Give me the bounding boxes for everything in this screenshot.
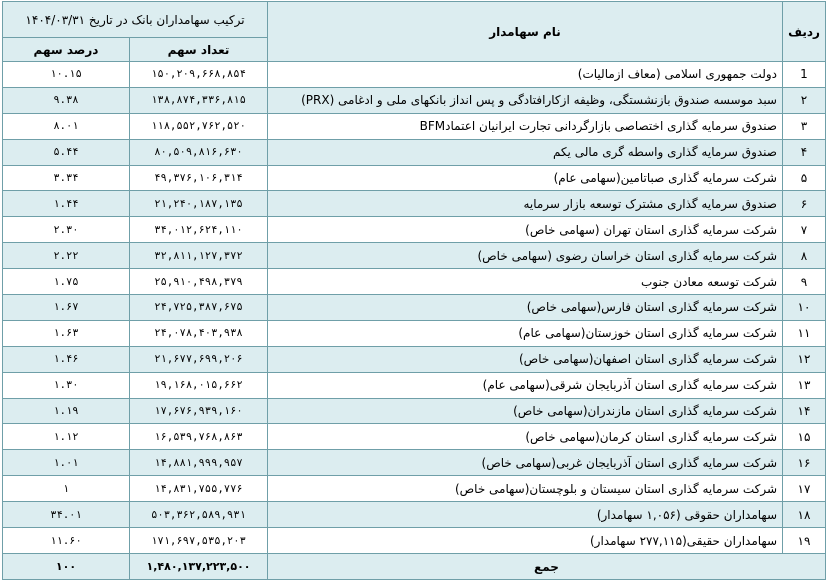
table-row: [3, 62, 826, 88]
share-count: ۱۷,۶۷۶,۹۳۹,۱۶۰: [130, 398, 268, 424]
shareholder-name: سبد موسسه صندوق بازنشستگی، وظیفه ازکارافتادگی و پس انداز بانکهای ملی و ادغامی (PRX): [268, 87, 783, 113]
table-row: [3, 372, 826, 398]
shareholder-name: شرکت سرمایه گذاری استان فارس(سهامی خاص): [268, 295, 783, 321]
share-count: ۱۱۸,۵۵۲,۷۶۲,۵۲۰: [130, 113, 268, 139]
shareholder-name: شرکت سرمایه گذاری استان سیستان و بلوچستان(سهامی خاص): [268, 476, 783, 502]
row-number: ۱۰: [783, 295, 826, 321]
row-number: ۱۹: [783, 528, 826, 554]
row-number: ۵: [783, 165, 826, 191]
row-number: ۶: [783, 191, 826, 217]
shareholder-name: دولت جمهوری اسلامی (معاف ازمالیات): [268, 62, 783, 88]
row-number: ۱۸: [783, 502, 826, 528]
shareholder-name: سهامداران حقوقی (۱,۰۵۶ سهامدار): [268, 502, 783, 528]
shareholder-name: شرکت سرمایه گذاری استان تهران (سهامی خاص): [268, 217, 783, 243]
share-percent-header: درصد سهم: [3, 38, 130, 62]
share-percent: ۳۴.۰۱: [3, 502, 130, 528]
row-number: ۱۱: [783, 320, 826, 346]
table-row: [3, 320, 826, 346]
shareholder-name: سهامداران حقیقی(۲۷۷,۱۱۵ سهامدار): [268, 528, 783, 554]
table-row: [3, 269, 826, 295]
table-row: [3, 243, 826, 269]
shareholder-name: شرکت سرمایه گذاری صباتامین(سهامی عام): [268, 165, 783, 191]
share-percent: ۲.۳۰: [3, 217, 130, 243]
table-row: [3, 502, 826, 528]
share-count: ۳۲,۸۱۱,۱۲۷,۳۷۲: [130, 243, 268, 269]
shareholder-name: صندوق سرمایه گذاری مشترک توسعه بازار سرمایه: [268, 191, 783, 217]
share-count: ۱۴,۸۸۱,۹۹۹,۹۵۷: [130, 450, 268, 476]
shareholder-name: شرکت سرمایه گذاری استان آذربایجان غربی(سهامی خاص): [268, 450, 783, 476]
share-count: ۱۴,۸۳۱,۷۵۵,۷۷۶: [130, 476, 268, 502]
row-number: ۳: [783, 113, 826, 139]
share-count: ۱۵۰,۲۰۹,۶۶۸,۸۵۴: [130, 62, 268, 88]
share-count: ۳۴,۰۱۲,۶۲۴,۱۱۰: [130, 217, 268, 243]
row-number: ۱۳: [783, 372, 826, 398]
shareholder-name: شرکت سرمایه گذاری استان مازندران(سهامی خاص): [268, 398, 783, 424]
share-count: ۴۹,۳۷۶,۱۰۶,۳۱۴: [130, 165, 268, 191]
row-number: ۱۷: [783, 476, 826, 502]
share-percent: ۲.۲۲: [3, 243, 130, 269]
table-row: [3, 476, 826, 502]
share-count: ۲۴,۷۲۵,۳۸۷,۶۷۵: [130, 295, 268, 321]
shareholder-name: شرکت سرمایه گذاری استان کرمان(سهامی خاص): [268, 424, 783, 450]
share-percent: ۱.۱۹: [3, 398, 130, 424]
share-percent: ۱.۳۰: [3, 372, 130, 398]
row-number: ۱۶: [783, 450, 826, 476]
row-number: ۹: [783, 269, 826, 295]
share-percent: ۱.۶۷: [3, 295, 130, 321]
total-row: [3, 554, 826, 580]
total-share-percent: ۱۰۰: [3, 554, 130, 580]
share-percent: ۱.۴۴: [3, 191, 130, 217]
share-percent: ۱۰.۱۵: [3, 62, 130, 88]
total-label: جمع: [268, 554, 826, 580]
share-count: ۲۱,۲۴۰,۱۸۷,۱۳۵: [130, 191, 268, 217]
row-number: ۲: [783, 87, 826, 113]
share-count: ۲۱,۶۷۷,۶۹۹,۲۰۶: [130, 346, 268, 372]
shareholder-name: صندوق سرمایه گذاری اختصاصی بازارگردانی تجارت ایرانیان اعتمادBFM: [268, 113, 783, 139]
table-row: [3, 165, 826, 191]
share-percent: ۸.۰۱: [3, 113, 130, 139]
table-row: [3, 295, 826, 321]
share-percent: ۱.۰۱: [3, 450, 130, 476]
share-percent: ۹.۳۸: [3, 87, 130, 113]
shareholder-name: شرکت سرمایه گذاری استان آذربایجان شرقی(سهامی عام): [268, 372, 783, 398]
row-number: ۱۴: [783, 398, 826, 424]
share-count: ۱۹,۱۶۸,۰۱۵,۶۶۲: [130, 372, 268, 398]
table-row: [3, 113, 826, 139]
share-count: ۸۰,۵۰۹,۸۱۶,۶۳۰: [130, 139, 268, 165]
share-percent: ۱.۱۲: [3, 424, 130, 450]
share-count: ۱۶,۵۳۹,۷۶۸,۸۶۳: [130, 424, 268, 450]
row-number: ۱۵: [783, 424, 826, 450]
report-title: ترکیب سهامداران بانک در تاریخ ۱۴۰۴/۰۳/۳۱: [3, 2, 268, 38]
table-row: [3, 450, 826, 476]
shareholder-name: شرکت سرمایه گذاری استان خوزستان(سهامی عام): [268, 320, 783, 346]
row-number-header: ردیف: [783, 2, 826, 62]
table-row: [3, 139, 826, 165]
shareholder-name: صندوق سرمایه گذاری واسطه گری مالی یکم: [268, 139, 783, 165]
share-count-header: تعداد سهم: [130, 38, 268, 62]
share-count: ۲۵,۹۱۰,۴۹۸,۳۷۹: [130, 269, 268, 295]
shareholder-name-header: نام سهامدار: [268, 2, 783, 62]
table-row: [3, 217, 826, 243]
table-row: [3, 191, 826, 217]
shareholder-name: شرکت توسعه معادن جنوب: [268, 269, 783, 295]
shareholder-name: شرکت سرمایه گذاری استان اصفهان(سهامی خاص): [268, 346, 783, 372]
row-number: ۸: [783, 243, 826, 269]
share-count: ۲۴,۰۷۸,۴۰۳,۹۳۸: [130, 320, 268, 346]
share-count: ۱۳۸,۸۷۴,۳۳۶,۸۱۵: [130, 87, 268, 113]
share-count: ۵۰۳,۳۶۲,۵۸۹,۹۳۱: [130, 502, 268, 528]
share-percent: ۱۱.۶۰: [3, 528, 130, 554]
share-percent: ۱.۶۳: [3, 320, 130, 346]
total-share-count: ۱,۴۸۰,۱۳۷,۲۲۳,۵۰۰: [130, 554, 268, 580]
share-count: ۱۷۱,۶۹۷,۵۳۵,۲۰۳: [130, 528, 268, 554]
share-percent: ۱: [3, 476, 130, 502]
table-body: [3, 62, 826, 554]
row-number: ۷: [783, 217, 826, 243]
table-row: [3, 398, 826, 424]
table-row: [3, 87, 826, 113]
row-number: 1: [783, 62, 826, 88]
table-row: [3, 424, 826, 450]
table-row: [3, 528, 826, 554]
row-number: ۴: [783, 139, 826, 165]
table-row: [3, 346, 826, 372]
shareholders-table: [2, 1, 826, 580]
row-number: ۱۲: [783, 346, 826, 372]
share-percent: ۱.۷۵: [3, 269, 130, 295]
share-percent: ۱.۴۶: [3, 346, 130, 372]
share-percent: ۵.۴۴: [3, 139, 130, 165]
shareholder-name: شرکت سرمایه گذاری استان خراسان رضوی (سهامی خاص): [268, 243, 783, 269]
share-percent: ۳.۳۴: [3, 165, 130, 191]
